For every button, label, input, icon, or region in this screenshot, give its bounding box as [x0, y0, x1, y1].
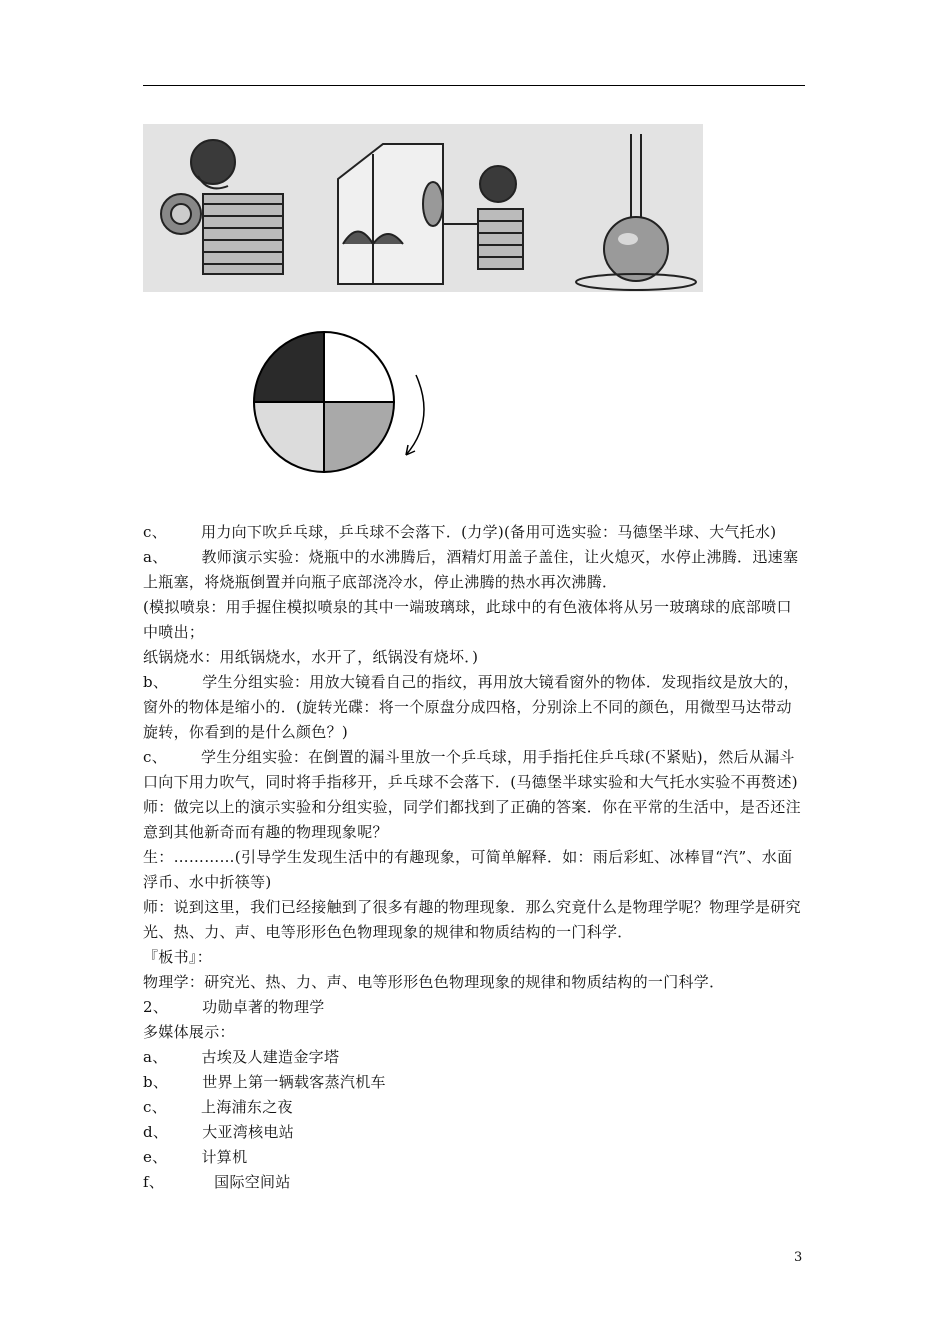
paragraph: 生：…………(引导学生发现生活中的有趣现象，可简单解释．如：雨后彩虹、冰棒冒“汽”、水面浮币、水中折筷等)	[143, 848, 793, 891]
paragraph: (模拟喷泉：用手握住模拟喷泉的其中一端玻璃球，此球中的有色液体将从另一玻璃球的底部喷口中喷出；	[143, 598, 792, 641]
list-item: a、 古埃及人建造金字塔	[143, 1048, 340, 1066]
list-item: c、 上海浦东之夜	[143, 1098, 293, 1116]
paragraph: 师：说到这里，我们已经接触到了很多有趣的物理现象．那么究竟什么是物理学呢？物理学是研究光、热、力、声、电等形形色色物理现象的规律和物质结构的一门科学．	[143, 898, 801, 941]
list-item: f、 国际空间站	[143, 1173, 291, 1191]
body-text	[143, 520, 805, 1195]
paragraph: a、 教师演示实验：烧瓶中的水沸腾后，酒精灯用盖子盖住，让火熄灭，水停止沸腾．迅速塞上瓶塞，将烧瓶倒置并向瓶子底部浇冷水，停止沸腾的热水再次沸腾．	[143, 548, 799, 591]
list-item: b、 世界上第一辆载客蒸汽机车	[143, 1073, 386, 1091]
experiment-illustration	[143, 124, 703, 292]
page-number: 3	[794, 1250, 803, 1265]
paragraph: 纸锅烧水：用纸锅烧水，水开了，纸锅没有烧坏．)	[143, 648, 479, 666]
paragraph: 多媒体展示：	[143, 1023, 235, 1041]
paragraph: 师：做完以上的演示实验和分组实验，同学们都找到了正确的答案．你在平常的生活中，是否还注意到其他新奇而有趣的物理现象呢？	[143, 798, 801, 841]
paragraph: c、 用力向下吹乒乓球，乒乓球不会落下．(力学)(备用可选实验：马德堡半球、大气托水)	[143, 523, 777, 541]
rotation-arrow	[406, 375, 424, 455]
paragraph: 物理学：研究光、热、力、声、电等形形色色物理现象的规律和物质结构的一门科学．	[143, 973, 725, 991]
paragraph: b、 学生分组实验：用放大镜看自己的指纹，再用放大镜看窗外的物体．发现指纹是放大的，窗外的物体是缩小的．(旋转光碟：将一个原盘分成四格，分别涂上不同的颜色，用微型马达带动旋转，你看到的是什么颜色？)	[143, 673, 799, 741]
list-item: d、 大亚湾核电站	[143, 1123, 295, 1141]
paragraph: c、 学生分组实验：在倒置的漏斗里放一个乒乓球，用手指托住乒乓球(不紧贴)，然后从漏斗口向下用力吹气，同时将手指移开，乒乓球不会落下．(马德堡半球实验和大气托水实验不再赘述)	[143, 748, 798, 791]
header-rule	[143, 85, 805, 86]
color-disc-diagram	[244, 320, 444, 490]
paragraph: 2、 功勋卓著的物理学	[143, 998, 325, 1016]
list-item: e、 计算机	[143, 1148, 248, 1166]
paragraph: 『板书』：	[143, 948, 213, 966]
